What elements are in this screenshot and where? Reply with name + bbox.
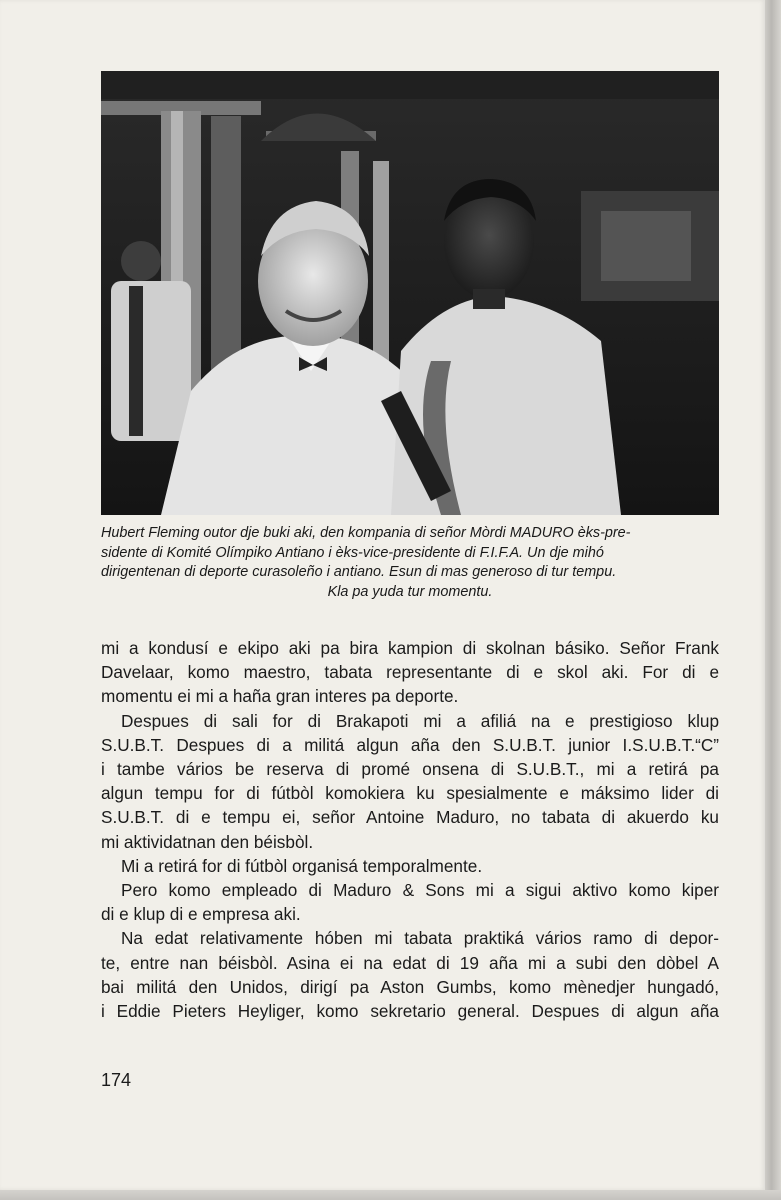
page-bottom-edge [0,1190,781,1200]
caption-line: Hubert Fleming outor dje buki aki, den kompania di señor Mòrdi MADURO èks-pre- [101,525,631,541]
caption-line: Kla pa yuda tur momentu. [327,583,493,600]
body-line: mi aktividatnan den béisbòl. [101,831,314,852]
photo-caption [101,524,719,602]
body-line: Davelaar, komo maestro, tabata representante di e skol aki. For di e [101,662,719,683]
body-line: algun tempu for di fútbòl komokiera ku spesialmente e máksimo lider di [101,783,719,804]
body-line: mi a kondusí e ekipo aki pa bira kampion di skolnan básiko. Señor Frank [101,638,719,658]
body-line: bai militá den Unidos, dirigí pa Aston Gumbs, komo mènedjer hungadó, [101,976,719,997]
caption-line: dirigentenan di deporte curasoleño i antiano. Esun di mas generoso di tur tempu. [101,564,617,581]
photograph-icon [101,71,719,515]
page-edge [765,0,781,1200]
body-line: i Eddie Pieters Heyliger, komo sekretario general. Despues di algun aña [101,1001,719,1022]
body-line: S.U.B.T. Despues di a militá algun aña den S.U.B.T. junior I.S.U.B.T.“C” [101,734,719,755]
body-line: Na edat relativamente hóben mi tabata praktiká vários ramo di depor- [121,928,719,949]
body-line: te, entre nan béisbòl. Asina ei na edat di 19 aña mi a subi den dòbel A [101,952,719,973]
photograph [101,71,719,515]
body-line: momentu ei mi a haña gran interes pa deporte. [101,686,459,707]
body-line: Pero komo empleado di Maduro & Sons mi a sigui aktivo komo kiper [121,880,719,901]
body-line: di e klup di e empresa aki. [101,904,301,925]
body-line: i tambe vários be reserva di promé onsena di S.U.B.T., mi a retirá pa [101,759,719,780]
body-text [101,636,719,1023]
body-line: Despues di sali for di Brakapoti mi a afiliá na e prestigioso klup [121,710,719,731]
page-number: 174 [101,1070,132,1090]
body-line: Mi a retirá for di fútbòl organisá temporalmente. [121,855,483,876]
body-line: S.U.B.T. di e tempu ei, señor Antoine Maduro, no tabata di akuerdo ku [101,807,719,828]
caption-line: sidente di Komité Olímpiko Antiano i èks-vice-presidente di F.I.F.A. Un dje mihó [101,544,604,561]
